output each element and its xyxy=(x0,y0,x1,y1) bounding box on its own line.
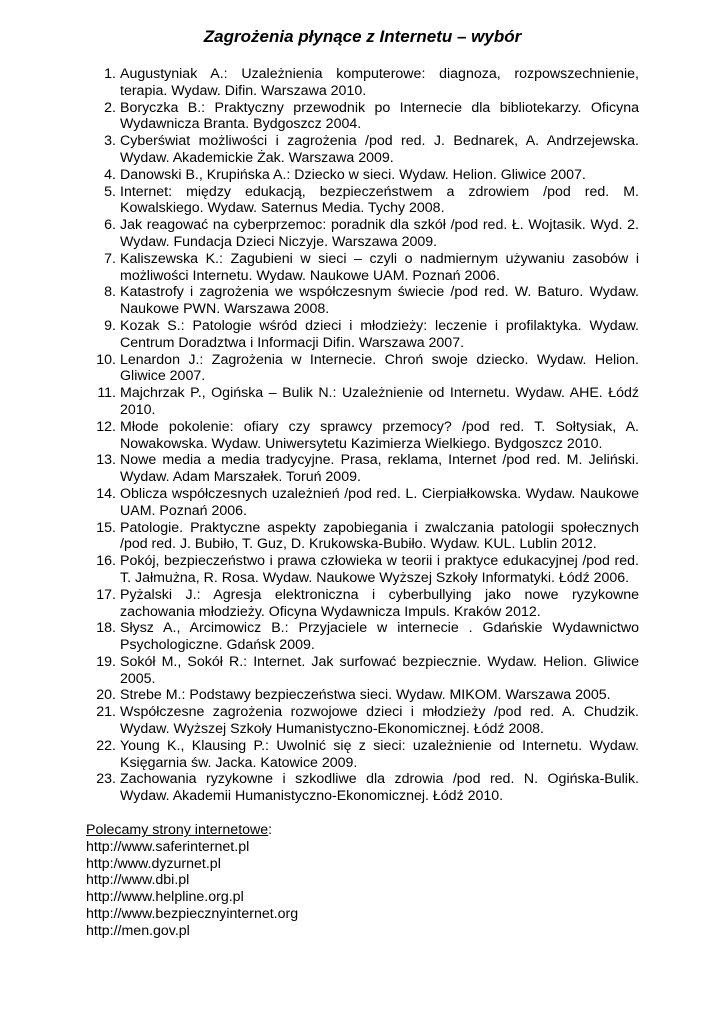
reference-item: Kozak S.: Patologie wśród dzieci i młodzieży: leczenie i profilaktyka. Wydaw. Centrum Doradztwa i Informacji Difin. Warszawa 2007. xyxy=(120,317,639,351)
reference-item: Młode pokolenie: ofiary czy sprawcy przemocy? /pod red. T. Sołtysiak, A. Nowakowska. Wydaw. Uniwersytetu Kazimierza Wielkiego. Bydgoszcz 2010. xyxy=(120,418,639,452)
reference-item: Oblicza współczesnych uzależnień /pod red. L. Cierpiałkowska. Wydaw. Naukowe UAM. Poznań 2006. xyxy=(120,485,639,519)
reference-item: Lenardon J.: Zagrożenia w Internecie. Chroń swoje dziecko. Wydaw. Helion. Gliwice 2007. xyxy=(120,351,639,385)
reference-item: Internet: między edukacją, bezpieczeństwem a zdrowiem /pod red. M. Kowalskiego. Wydaw. Saternus Media. Tychy 2008. xyxy=(120,183,639,217)
reference-item: Pokój, bezpieczeństwo i prawa człowieka w teorii i praktyce edukacyjnej /pod red. T. Jałmużna, R. Rosa. Wydaw. Naukowe Wyższej Szkoły Informatyki. Łódź 2006. xyxy=(120,553,639,586)
reference-item: Pyżalski J.: Agresja elektroniczna i cyberbullying jako nowe ryzykowne zachowania młodzieży. Oficyna Wydawnicza Impuls. Kraków 2012. xyxy=(120,586,639,620)
reference-item: Sokół M., Sokół R.: Internet. Jak surfować bezpiecznie. Wydaw. Helion. Gliwice 2005. xyxy=(120,653,639,687)
links-heading-line xyxy=(86,822,639,839)
recommended-links-section xyxy=(86,822,639,940)
reference-item: Patologie. Praktyczne aspekty zapobiegania i zwalczania patologii społecznych /pod red. J. Bubiło, T. Guz, D. Krukowska-Bubiło. Wydaw. KUL. Lublin 2012. xyxy=(120,519,639,553)
reference-item: Young K., Klausing P.: Uwolnić się z sieci: uzależnienie od Internetu. Wydaw. Księgarnia św. Jacka. Katowice 2009. xyxy=(120,737,639,771)
link-item[interactable]: http://www.bezpiecznyinternet.org xyxy=(86,906,299,923)
link-item[interactable]: http://www.dbi.pl xyxy=(86,872,190,889)
reference-item: Słysz A., Arcimowicz B.: Przyjaciele w internecie . Gdańskie Wydawnictwo Psychologiczne. Gdańsk 2009. xyxy=(120,620,639,654)
reference-item: Kaliszewska K.: Zagubieni w sieci – czyli o nadmiernym używaniu zasobów i możliwości Internetu. Wydaw. Naukowe UAM. Poznań 2006. xyxy=(120,250,639,284)
reference-item: Strebe M.: Podstawy bezpieczeństwa sieci. Wydaw. MIKOM. Warszawa 2005. xyxy=(120,687,611,704)
links-heading-colon: : xyxy=(268,822,273,839)
page-title: Zagrożenia płynące z Internetu – wybór xyxy=(203,27,522,46)
link-item[interactable]: http://www.saferinternet.pl xyxy=(86,838,250,855)
reference-item: Boryczka B.: Praktyczny przewodnik po Internecie dla bibliotekarzy. Oficyna Wydawnicza Branta. Bydgoszcz 2004. xyxy=(120,99,639,133)
reference-item: Cyberświat możliwości i zagrożenia /pod red. J. Bednarek, A. Andrzejewska. Wydaw. Akademickie Żak. Warszawa 2009. xyxy=(120,133,639,166)
links-list xyxy=(86,839,639,940)
link-item[interactable]: http:/www.dyzurnet.pl xyxy=(86,855,221,872)
reference-list xyxy=(86,66,639,805)
reference-item: Augustyniak A.: Uzależnienia komputerowe: diagnoza, rozpowszechnienie, terapia. Wydaw. Difin. Warszawa 2010. xyxy=(120,66,639,99)
reference-item: Majchrzak P., Ogińska – Bulik N.: Uzależnienie od Internetu. Wydaw. AHE. Łódź 2010. xyxy=(120,385,639,418)
links-heading: Polecamy strony internetowe xyxy=(86,822,269,839)
link-item[interactable]: http://men.gov.pl xyxy=(86,922,190,939)
reference-item: Zachowania ryzykowne i szkodliwe dla zdrowia /pod red. N. Ogińska-Bulik. Wydaw. Akademii Humanistyczno-Ekonomicznej. Łódź 2010. xyxy=(120,771,639,805)
reference-item: Jak reagować na cyberprzemoc: poradnik dla szkół /pod red. Ł. Wojtasik. Wyd. 2. Wydaw. Fundacja Dzieci Niczyje. Warszawa 2009. xyxy=(120,217,639,250)
reference-item: Danowski B., Krupińska A.: Dziecko w sieci. Wydaw. Helion. Gliwice 2007. xyxy=(120,166,586,183)
reference-item: Współczesne zagrożenia rozwojowe dzieci i młodzieży /pod red. A. Chudzik. Wydaw. Wyższej Szkoły Humanistyczno-Ekonomicznej. Łódź 2008. xyxy=(120,704,639,738)
link-item[interactable]: http://www.helpline.org.pl xyxy=(86,889,244,906)
reference-item: Nowe media a media tradycyjne. Prasa, reklama, Internet /pod red. M. Jeliński. Wydaw. Adam Marszałek. Toruń 2009. xyxy=(120,452,639,486)
reference-item: Katastrofy i zagrożenia we współczesnym świecie /pod red. W. Baturo. Wydaw. Naukowe PWN. Warszawa 2008. xyxy=(120,284,639,318)
